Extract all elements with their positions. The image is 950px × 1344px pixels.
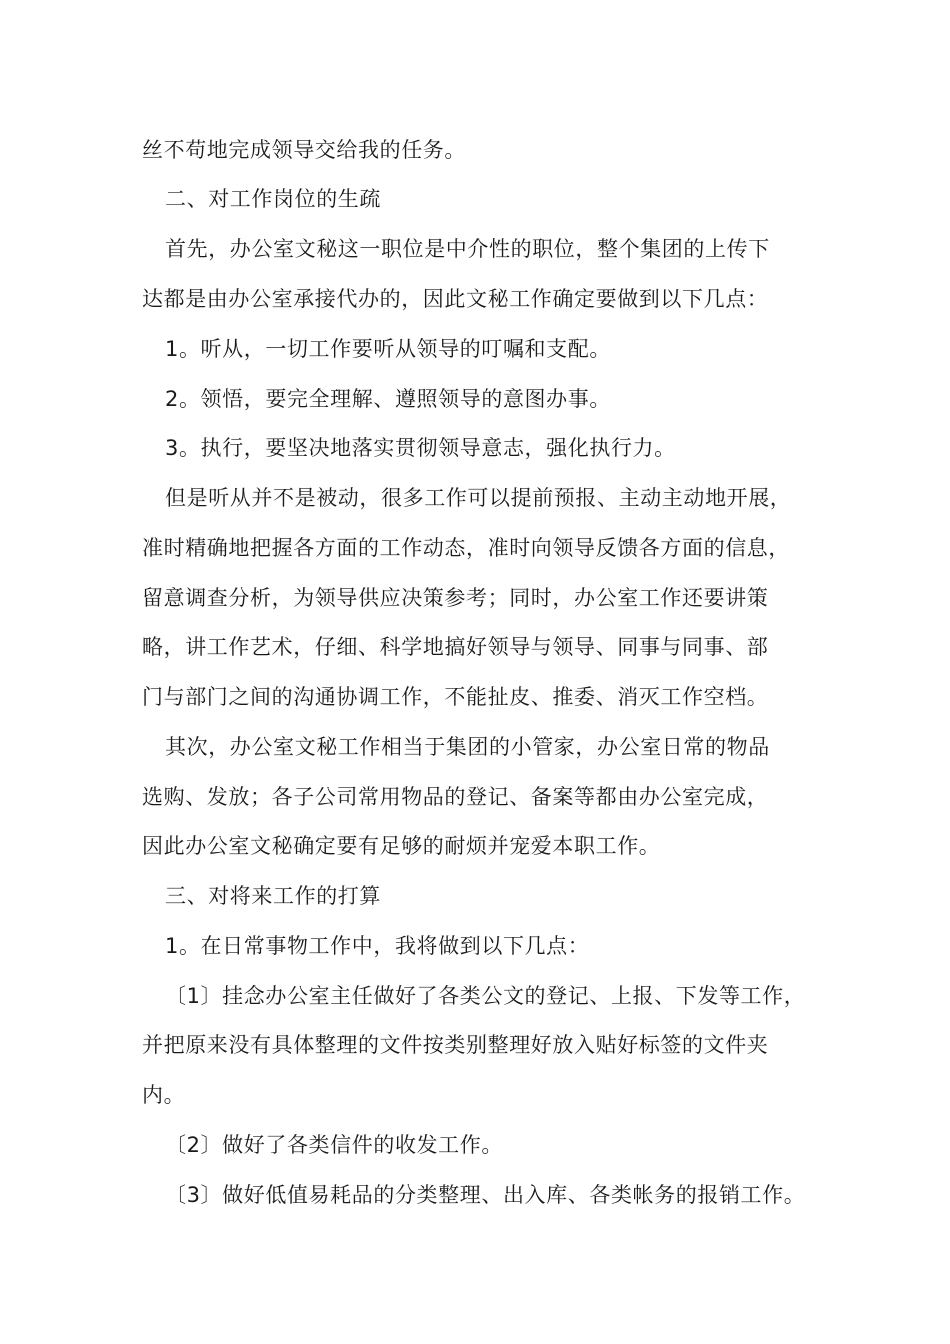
list-item: 〔2〕做好了各类信件的收发工作。: [165, 1133, 503, 1157]
list-item: 〔1〕挂念办公室主任做好了各类公文的登记、上报、下发等工作，: [165, 984, 806, 1008]
list-item: 〔3〕做好低值易耗品的分类整理、出入库、各类帐务的报销工作。: [165, 1183, 806, 1207]
text-line: 其次，办公室文秘工作相当于集团的小管家，办公室日常的物品: [165, 735, 770, 759]
list-item: 2。领悟，要完全理解、遵照领导的意图办事。: [165, 387, 611, 411]
section-heading: 三、对将来工作的打算: [165, 884, 381, 908]
text-line: 内。: [142, 1083, 186, 1107]
text-line: 留意调查分析，为领导供应决策参考；同时，办公室工作还要讲策: [142, 586, 769, 610]
section-heading: 二、对工作岗位的生疏: [165, 187, 381, 211]
text-line: 门与部门之间的沟通协调工作，不能扯皮、推委、消灭工作空档。: [142, 685, 769, 709]
text-line: 选购、发放；各子公司常用物品的登记、备案等都由办公室完成，: [142, 785, 769, 809]
text-line: 因此办公室文秘确定要有足够的耐烦并宠爱本职工作。: [142, 834, 661, 858]
list-item: 1。听从，一切工作要听从领导的叮嘱和支配。: [165, 337, 611, 361]
text-line: 并把原来没有具体整理的文件按类别整理好放入贴好标签的文件夹: [142, 1033, 769, 1057]
text-line: 达都是由办公室承接代办的，因此文秘工作确定要做到以下几点：: [142, 287, 769, 311]
text-line: 但是听从并不是被动，很多工作可以提前预报、主动主动地开展，: [165, 486, 792, 510]
text-line: 略，讲工作艺术，仔细、科学地搞好领导与领导、同事与同事、部: [142, 635, 769, 659]
list-item: 1。在日常事物工作中，我将做到以下几点：: [165, 934, 590, 958]
text-line: 准时精确地把握各方面的工作动态，准时向领导反馈各方面的信息，: [142, 536, 790, 560]
text-line: 丝不苟地完成领导交给我的任务。: [142, 138, 466, 162]
text-line: 首先，办公室文秘这一职位是中介性的职位，整个集团的上传下: [165, 237, 770, 261]
list-item: 3。执行，要坚决地落实贯彻领导意志，强化执行力。: [165, 436, 676, 460]
